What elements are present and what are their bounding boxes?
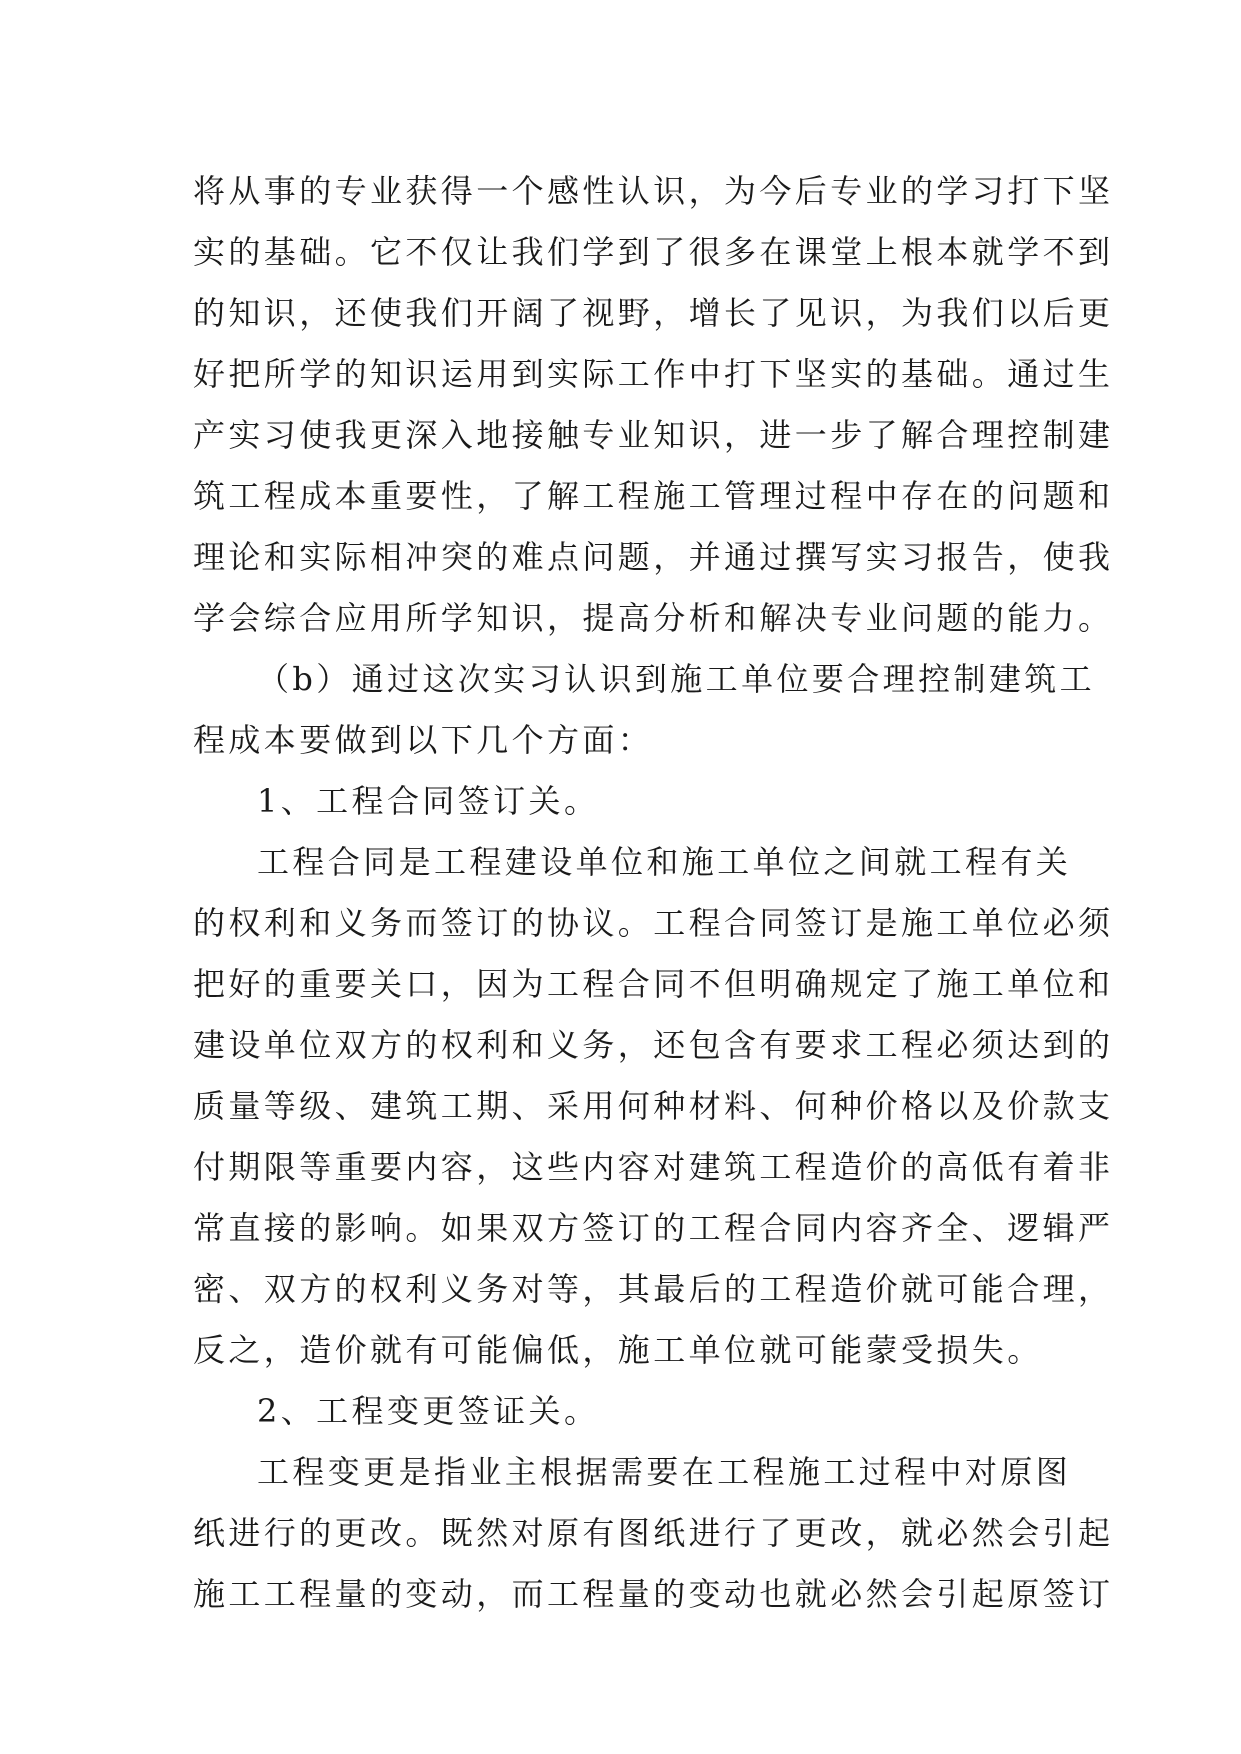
text-line: 把好的重要关口，因为工程合同不但明确规定了施工单位和 — [193, 965, 1114, 1003]
section-heading-change-order: 2、工程变更签证关。 — [257, 1392, 600, 1430]
document-body — [193, 161, 1114, 1625]
text-line: 质量等级、建筑工期、采用何种材料、何种价格以及价款支 — [193, 1087, 1114, 1125]
text-line: 密、双方的权利义务对等，其最后的工程造价就可能合理， — [193, 1270, 1114, 1308]
text-line: 纸进行的更改。既然对原有图纸进行了更改，就必然会引起 — [193, 1514, 1114, 1552]
text-line: 付期限等重要内容，这些内容对建筑工程造价的高低有着非 — [193, 1148, 1114, 1186]
paragraph-first-line: （b）通过这次实习认识到施工单位要合理控制建筑工 — [257, 660, 1096, 698]
text-line: 施工工程量的变动，而工程量的变动也就必然会引起原签订 — [193, 1575, 1114, 1613]
text-line: 常直接的影响。如果双方签订的工程合同内容齐全、逻辑严 — [193, 1209, 1114, 1247]
text-line: 建设单位双方的权利和义务，还包含有要求工程必须达到的 — [193, 1026, 1114, 1064]
text-line: 的权利和义务而签订的协议。工程合同签订是施工单位必须 — [193, 904, 1114, 942]
text-line: 好把所学的知识运用到实际工作中打下坚实的基础。通过生 — [193, 355, 1114, 393]
text-line: 理论和实际相冲突的难点问题，并通过撰写实习报告，使我 — [193, 538, 1114, 576]
section-heading-contract: 1、工程合同签订关。 — [257, 782, 600, 820]
text-line: 产实习使我更深入地接触专业知识，进一步了解合理控制建 — [193, 416, 1114, 454]
paragraph-first-line: 工程合同是工程建设单位和施工单位之间就工程有关 — [257, 843, 1072, 881]
text-line: 将从事的专业获得一个感性认识，为今后专业的学习打下坚 — [193, 172, 1114, 210]
text-line: 的知识，还使我们开阔了视野，增长了见识，为我们以后更 — [193, 294, 1114, 332]
text-line: 反之，造价就有可能偏低，施工单位就可能蒙受损失。 — [193, 1331, 1043, 1369]
text-line: 筑工程成本重要性，了解工程施工管理过程中存在的问题和 — [193, 477, 1114, 515]
paragraph-first-line: 工程变更是指业主根据需要在工程施工过程中对原图 — [257, 1453, 1072, 1491]
text-line: 实的基础。它不仅让我们学到了很多在课堂上根本就学不到 — [193, 233, 1114, 271]
text-line: 学会综合应用所学知识，提高分析和解决专业问题的能力。 — [193, 599, 1114, 637]
text-line: 程成本要做到以下几个方面： — [193, 721, 654, 759]
